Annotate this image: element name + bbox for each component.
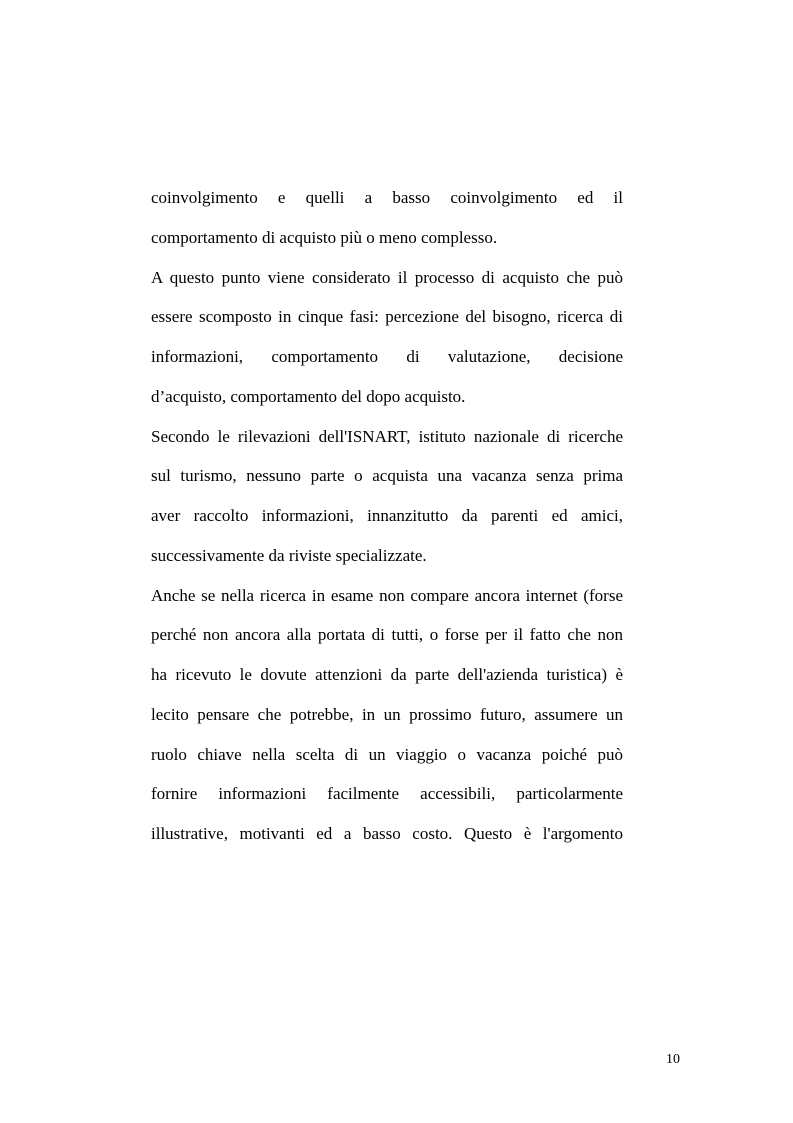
text-line: perché non ancora alla portata di tutti, o forse per il fatto che non xyxy=(151,625,623,645)
text-line: sul turismo, nessuno parte o acquista una vacanza senza prima xyxy=(151,466,623,486)
text-line: informazioni, comportamento di valutazione, decisione xyxy=(151,347,623,366)
text-line: ha ricevuto le dovute attenzioni da parte dell'azienda turistica) è xyxy=(151,665,623,684)
paragraph-purchase-process xyxy=(151,258,623,417)
text-line: illustrative, motivanti ed a basso costo. Questo è l'argomento xyxy=(151,824,623,843)
page-number: 10 xyxy=(666,1052,680,1067)
text-line: coinvolgimento e quelli a basso coinvolgimento ed il xyxy=(151,188,623,207)
paragraph-isnart xyxy=(151,417,623,576)
text-line: Secondo le rilevazioni dell'ISNART, istituto nazionale di ricerche xyxy=(151,426,623,446)
text-line: A questo punto viene considerato il processo di acquisto che può xyxy=(151,267,623,287)
text-line: d’acquisto, comportamento del dopo acquisto. xyxy=(151,386,466,406)
text-line: aver raccolto informazioni, innanzitutto da parenti ed amici, xyxy=(151,506,623,525)
paragraph-internet xyxy=(151,576,623,854)
text-line: essere scomposto in cinque fasi: percezione del bisogno, ricerca di xyxy=(151,307,623,327)
text-line: ruolo chiave nella scelta di un viaggio o vacanza poiché può xyxy=(151,744,623,764)
text-line: fornire informazioni facilmente accessibili, particolarmente xyxy=(151,784,623,804)
text-line: successivamente da riviste specializzate. xyxy=(151,545,427,565)
body-text xyxy=(151,178,623,854)
text-line: comportamento di acquisto più o meno complesso. xyxy=(151,227,498,247)
text-line: Anche se nella ricerca in esame non compare ancora internet (forse xyxy=(151,585,623,605)
paragraph-continued xyxy=(151,178,623,258)
text-line: lecito pensare che potrebbe, in un prossimo futuro, assumere un xyxy=(151,704,623,724)
